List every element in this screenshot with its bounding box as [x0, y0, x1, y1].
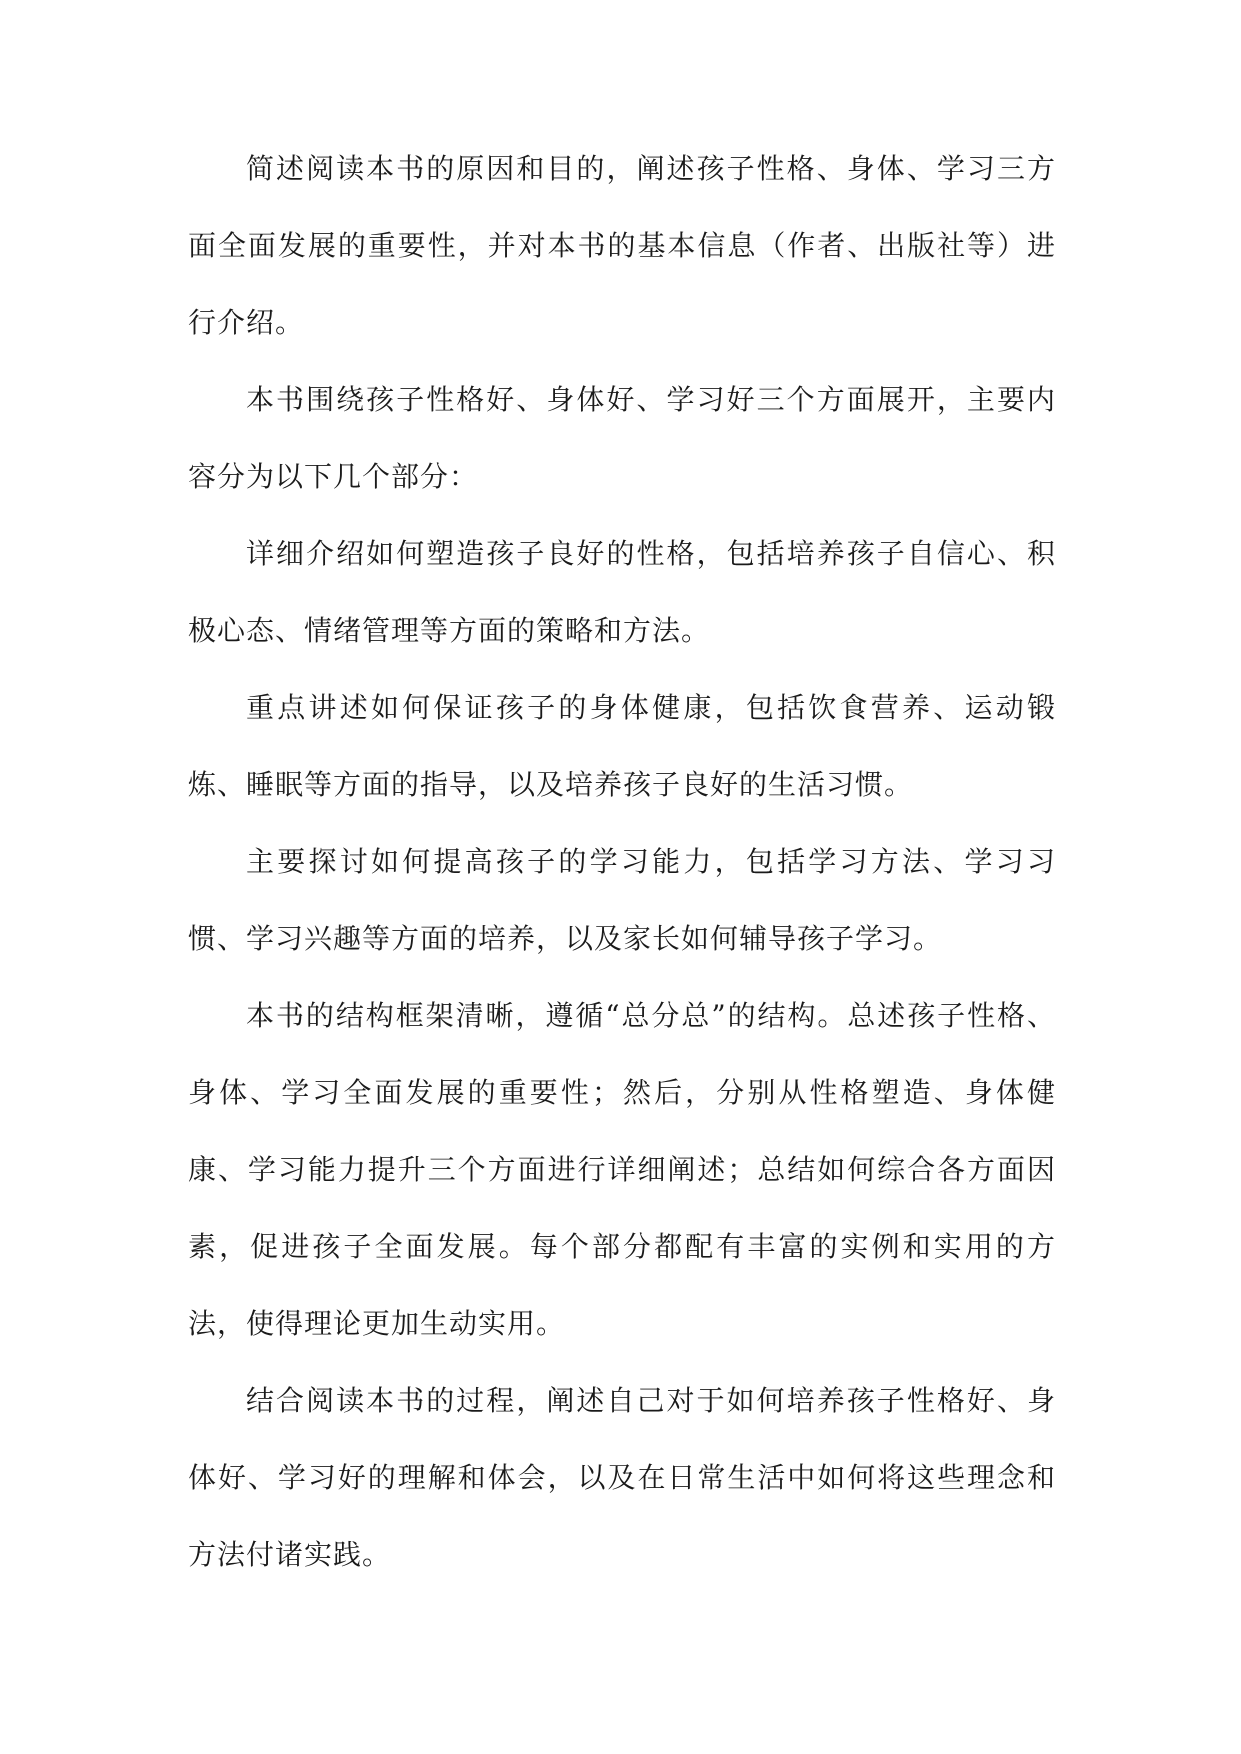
- paragraph-health: 重点讲述如何保证孩子的身体健康，包括饮食营养、运动锻炼、睡眠等方面的指导，以及培养孩子良好的生活习惯。: [188, 691, 1056, 801]
- paragraph-introduction: 简述阅读本书的原因和目的，阐述孩子性格、身体、学习三方面全面发展的重要性，并对本书的基本信息（作者、出版社等）进行介绍。: [188, 152, 1056, 339]
- paragraph-reflection: 结合阅读本书的过程，阐述自己对于如何培养孩子性格好、身体好、学习好的理解和体会，以及在日常生活中如何将这些理念和方法付诸实践。: [188, 1384, 1056, 1571]
- document-body: [188, 130, 1056, 1593]
- paragraph-learning: 主要探讨如何提高孩子的学习能力，包括学习方法、学习习惯、学习兴趣等方面的培养，以及家长如何辅导孩子学习。: [188, 845, 1056, 955]
- paragraph-content-overview: 本书围绕孩子性格好、身体好、学习好三个方面展开，主要内容分为以下几个部分：: [188, 383, 1056, 493]
- paragraph-personality: 详细介绍如何塑造孩子良好的性格，包括培养孩子自信心、积极心态、情绪管理等方面的策略和方法。: [188, 537, 1056, 647]
- paragraph-structure: 本书的结构框架清晰，遵循“总分总”的结构。总述孩子性格、身体、学习全面发展的重要性；然后，分别从性格塑造、身体健康、学习能力提升三个方面进行详细阐述；总结如何综合各方面因素，促进孩子全面发展。每个部分都配有丰富的实例和实用的方法，使得理论更加生动实用。: [188, 999, 1056, 1340]
